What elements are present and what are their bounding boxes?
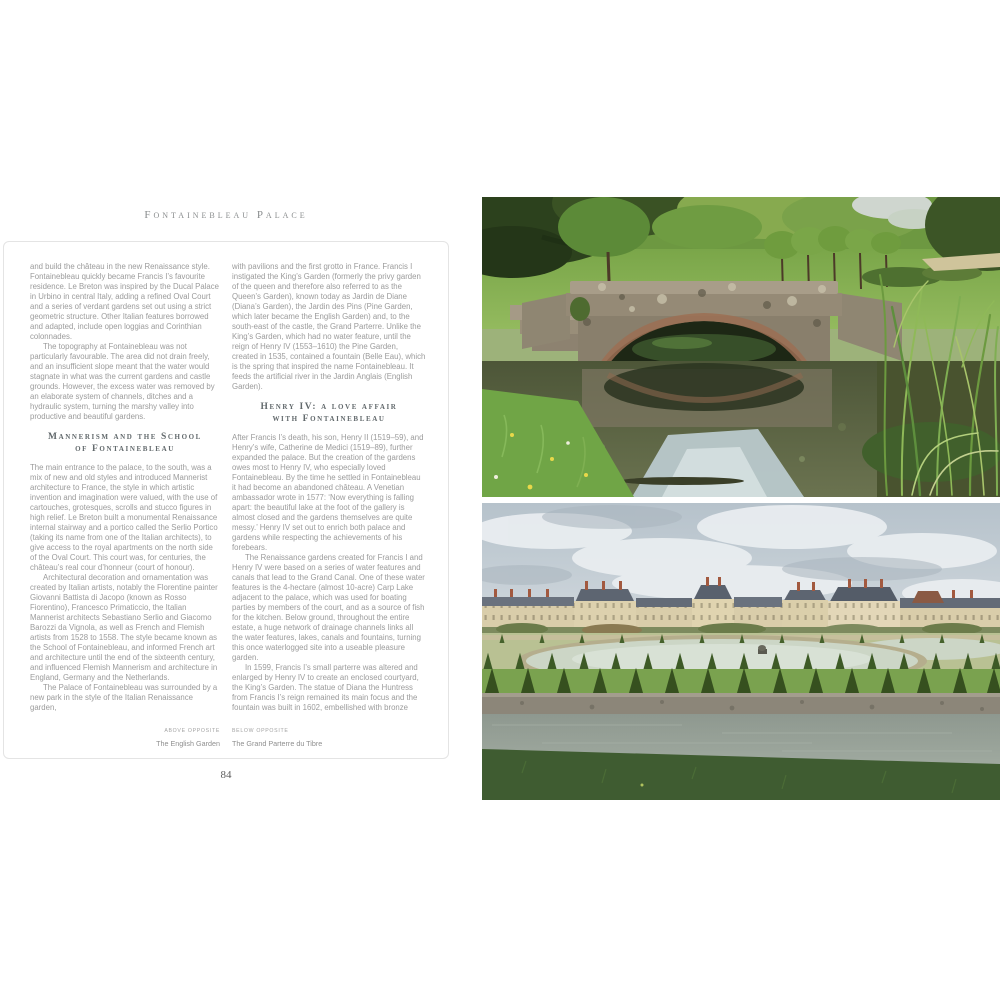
right-column: [232, 262, 426, 713]
paragraph: Architectural decoration and ornamentation was created by Italian artists, notably the Florentine painter Giovanni Battista di Jacopo (known as Rosso Fiorentino), Francesco Primaticcio, the Italian Mannerist architects Sebastiano Serlio and Giacomo Barozzi da Vignola, as well as French and Flemish artists from 1528 to 1558. The style became known as the School of Fontainebleau, and informed French art and architecture until the end of the sixteenth century, and influenced Flemish Mannerism and architecture in England, Germany and the Netherlands.: [30, 573, 218, 682]
text-block-frame: [3, 241, 449, 759]
page-number: 84: [220, 769, 232, 781]
photo-english-garden-bridge: [482, 197, 1000, 497]
paragraph: After Francis I’s death, his son, Henry II (1519–59), and Henry’s wife, Catherine de Medici (1519–89), further expanded the palace. But the creation of the gardens owes most to Henry IV, who especially loved Fontainebleau. By the time he settled in Fontainebleau it had become an abandoned château. A Venetian ambassador wrote in 1577: ‘Now everything is falling apart: the beautiful lake at the foot of the gallery is almost closed and the gardens themselves are quite messy.’ Henry IV set out to enrich both palace and gardens while respecting the achievements of his forebears.: [232, 433, 424, 552]
paragraph: The topography at Fontainebleau was not particularly favourable. The area did not drain freely, and an insufficient slope meant that the water would stagnate in what was the current gardens and castle grounds. However, the excess water was removed by an elaborate system of channels, ditches and a hydraulic system, turning the marshy valley into productive and beautiful gardens.: [30, 342, 215, 421]
stone-bridge: [510, 281, 902, 369]
paragraph: with pavilions and the first grotto in France. Francis I instigated the King’s Garden (formerly the privy garden of the queen and therefore also referred to as the Queen’s Garden), known today as Jardin de Diane (Diana’s Garden), the Jardin des Pins (Pine Garden, which later became the English Garden) and, to the south-east of the castle, the Grand Parterre. Unlike the King’s Garden, which had no water feature, until the reign of Henry IV (1553–1610) the Pine Garden, created in 1535, contained a fountain (Belle Eau), which is the spring that inspired the name Fontainebleau. It feeds the artificial river in the Jardin Anglais (English Garden).: [232, 262, 426, 391]
caption-text: The English Garden: [156, 738, 220, 748]
paragraph: The Renaissance gardens created for Francis I and Henry IV were based on a series of water features and canals that lead to the Grand Canal. One of these water features is the 4-hectare (almost 10-acre) Carp Lake adjacent to the palace, which was used for boating parties by members of the court, and as a source of fish for the kitchen. Below ground, throughout the entire estate, a huge network of drainage channels links all the water features, lakes, canals and fountains, turning this once waterlogged site into a useable pleasure garden.: [232, 553, 425, 662]
running-head: Fontainebleau Palace: [144, 209, 308, 221]
caption-grand-parterre: [232, 727, 432, 748]
paragraph: The Palace of Fontainebleau was surrounded by a new park in the style of the Italian Renaissance garden,: [30, 683, 218, 712]
stone-wall: [482, 693, 1000, 714]
left-column: [30, 262, 220, 713]
caption-label: ABOVE OPPOSITE: [164, 728, 220, 734]
parterre-photo-illustration: [482, 503, 1000, 800]
photo-grand-parterre: [482, 503, 1000, 800]
paragraph: and build the château in the new Renaissance style. Fontainebleau quickly became Francis I’s favourite residence. Le Breton was inspired by the Ducal Palace in Urbino in central Italy, adding a refined Oval Court and a series of verdant gardens set out using a strict geometric structure. Other Italian features borrowed and adapted, include open loggias and Corinthian colonnades.: [30, 262, 219, 341]
paragraph: In 1599, Francis I’s small parterre was altered and enlarged by Henry IV to create an enclosed courtyard, the King’s Garden. The statue of Diana the Huntress from Francis I’s reign remained its main focus and the fountain was built in 1602, embellished with bronze: [232, 663, 419, 712]
caption-english-garden: [30, 727, 220, 748]
caption-text: The Grand Parterre du Tibre: [232, 738, 323, 748]
paragraph: The main entrance to the palace, to the south, was a mix of new and old styles and introduced Mannerist architecture to France, the style in which artistic invention and imagination were valued, with the use of cartouches, grotesques, scrolls and stucco figures in high relief. Le Breton built a monumental Renaissance internal stairway and a portico called the Serlio Portico (taking its name from one of the Italian architects), to give access to the royal apartments on the north side of the Oval Court. This court was, for centuries, the château’s real cour d’honneur (court of honour).: [30, 463, 218, 572]
section-heading-henry-iv: Henry IV: a love affair with Fontainebleau: [260, 402, 398, 424]
bridge-photo-illustration: [482, 197, 1000, 497]
caption-label: BELOW OPPOSITE: [232, 728, 289, 734]
section-heading-mannerism: Mannerism and the School of Fontainebleau: [48, 432, 202, 454]
